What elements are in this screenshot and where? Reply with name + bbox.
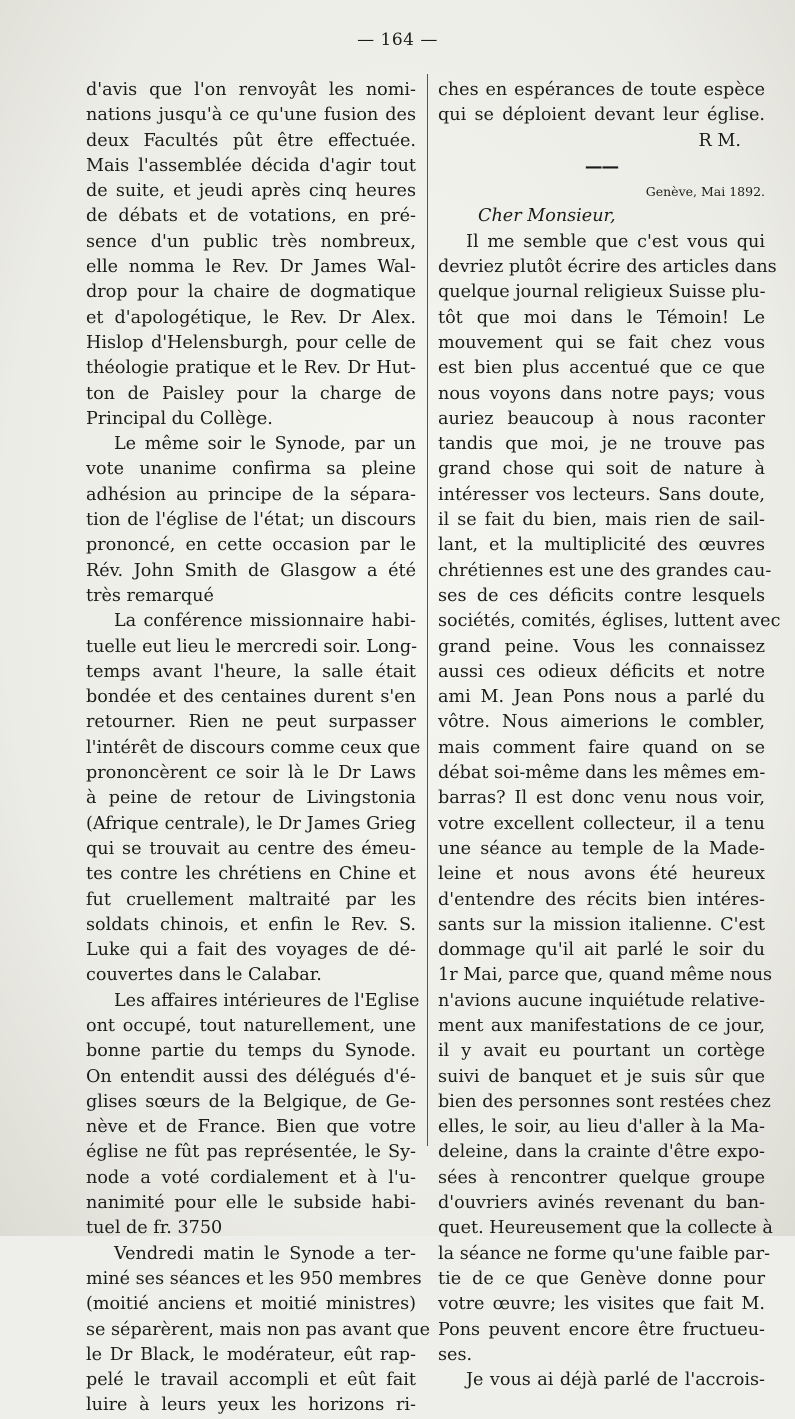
- text-line: elle nomma le Rev. Dr James Wal-: [86, 257, 416, 278]
- text-line: pelé le travail accompli et eût fait: [86, 1370, 416, 1391]
- text-line: nous voyons dans notre pays; vous: [438, 383, 765, 404]
- text-line: drop pour la chaire de dogmatique: [86, 282, 416, 303]
- text-line: fut cruellement maltraité par les: [86, 889, 416, 910]
- text-line: mouvement qui se fait chez vous: [438, 332, 765, 353]
- text-line: mais comment faire quand on se: [438, 737, 765, 758]
- text-line: quet. Heureusement que la collecte à: [438, 1218, 773, 1239]
- text-line: il se fait du bien, mais rien de sail-: [438, 510, 765, 531]
- text-line: Il me semble que c'est vous qui: [466, 231, 765, 252]
- text-line: couvertes dans le Calabar.: [86, 965, 322, 986]
- text-line: (moitié anciens et moitié ministres): [86, 1294, 416, 1315]
- text-line: miné ses séances et les 950 membres: [86, 1268, 422, 1289]
- text-line: d'avis que l'on renvoyât les nomi-: [86, 80, 416, 100]
- text-line: glises sœurs de la Belgique, de Ge-: [86, 1091, 416, 1112]
- text-line: vôtre. Nous aimerions le combler,: [438, 712, 765, 733]
- text-line: tuelle eut lieu le mercredi soir. Long-: [86, 636, 418, 657]
- text-line: Je vous ai déjà parlé de l'accrois-: [466, 1370, 765, 1391]
- text-line: débat soi-même dans les mêmes em-: [438, 763, 766, 784]
- text-line: prononcé, en cette occasion par le: [86, 535, 416, 556]
- text-line: et d'apologétique, le Rev. Dr Alex.: [86, 307, 416, 328]
- text-line: une séance au temple de la Made-: [438, 838, 765, 859]
- text-line: barras? Il est donc venu nous voir,: [438, 788, 765, 809]
- text-line: Le même soir le Synode, par un: [114, 434, 416, 455]
- right-column: [438, 78, 781, 1393]
- text-line: théologie pratique et le Rev. Dr Hut-: [86, 358, 416, 379]
- text-line: Rév. John Smith de Glasgow a été: [86, 560, 416, 581]
- text-line: Luke qui a fait des voyages de dé-: [86, 940, 416, 961]
- text-line: On entendit aussi des délégués d'é-: [86, 1066, 416, 1087]
- text-line: à peine de retour de Livingstonia: [86, 788, 416, 809]
- text-line: leine et nous avons été heureux: [438, 864, 765, 885]
- text-line: très remarqué: [86, 585, 214, 606]
- text-line: sées à rencontrer quelque groupe: [438, 1167, 765, 1188]
- text-line: Hislop d'Helensburgh, pour celle de: [86, 332, 416, 353]
- text-line: tes contre les chrétiens en Chine et: [86, 864, 416, 885]
- text-line: ——: [584, 155, 619, 177]
- text-line: adhésion au principe de la sépara-: [86, 484, 416, 505]
- text-line: votre œuvre; les visites que fait M.: [438, 1294, 765, 1315]
- text-line: chrétiennes est une des grandes cau-: [438, 560, 772, 581]
- text-line: d'ouvriers avinés revenant du ban-: [438, 1193, 765, 1214]
- text-line: luire à leurs yeux les horizons ri-: [86, 1395, 416, 1416]
- text-line: nanimité pour elle le subside habi-: [86, 1193, 416, 1214]
- text-line: temps avant l'heure, la salle était: [86, 661, 416, 682]
- text-line: ment aux manifestations de ce jour,: [438, 1015, 765, 1036]
- text-line: tôt que moi dans le Témoin! Le: [438, 307, 765, 328]
- text-line: Principal du Collège.: [86, 408, 273, 429]
- text-line: bien des personnes sont restées chez: [438, 1091, 771, 1112]
- text-line: l'intérêt de discours comme ceux que: [86, 737, 421, 758]
- text-line: qui se déploient devant leur église.: [438, 105, 765, 126]
- text-line: lant, et la multiplicité des œuvres: [438, 535, 765, 556]
- text-line: Genève, Mai 1892.: [645, 184, 765, 200]
- text-line: la séance ne forme qu'une faible par-: [438, 1243, 771, 1264]
- text-line: suivi de banquet et je suis sûr que: [438, 1066, 765, 1087]
- text-line: bonne partie du temps du Synode.: [86, 1041, 416, 1062]
- text-line: intéresser vos lecteurs. Sans doute,: [438, 484, 765, 505]
- text-line: de débats et de votations, en pré-: [86, 206, 416, 227]
- text-line: ont occupé, tout naturellement, une: [86, 1015, 416, 1036]
- text-line: tie de ce que Genève donne pour: [438, 1268, 765, 1289]
- text-line: Les affaires intérieures de l'Eglise: [114, 990, 420, 1011]
- text-line: Vendredi matin le Synode a ter-: [114, 1243, 416, 1264]
- left-column: [86, 78, 431, 1419]
- text-line: Pons peuvent encore être fructueu-: [438, 1319, 765, 1340]
- text-line: deleine, dans la crainte d'être expo-: [438, 1142, 765, 1163]
- text-line: R M.: [698, 130, 741, 151]
- text-line: auriez beaucoup à nous raconter: [438, 408, 765, 429]
- text-line: deux Facultés pût être effectuée.: [86, 130, 416, 151]
- text-line: devriez plutôt écrire des articles dans: [438, 257, 777, 278]
- text-line: nève et de France. Bien que votre: [86, 1117, 416, 1138]
- text-line: tion de l'église de l'état; un discours: [86, 510, 416, 531]
- text-line: 1r Mai, parce que, quand même nous: [438, 965, 773, 986]
- text-line: qui se trouvait au centre des émeu-: [86, 838, 416, 859]
- text-line: aussi ces odieux déficits et notre: [438, 661, 765, 682]
- text-line: de suite, et jeudi après cinq heures: [86, 181, 416, 202]
- text-line: quelque journal religieux Suisse plu-: [438, 282, 766, 303]
- text-line: ami M. Jean Pons nous a parlé du: [438, 687, 765, 708]
- text-line: sence d'un public très nombreux,: [86, 231, 416, 252]
- text-line: est bien plus accentué que ce que: [438, 358, 765, 379]
- text-line: La conférence missionnaire habi-: [114, 611, 416, 632]
- text-line: prononcèrent ce soir là le Dr Laws: [86, 763, 416, 784]
- text-line: sociétés, comités, églises, luttent avec: [438, 611, 781, 632]
- text-line: vote unanime confirma sa pleine: [86, 459, 416, 480]
- text-line: il y avait eu pourtant un cortège: [438, 1041, 765, 1062]
- text-line: bondée et des centaines durent s'en: [86, 687, 416, 708]
- text-line: tandis que moi, je ne trouve pas: [438, 434, 765, 455]
- text-line: le Dr Black, le modérateur, eût rap-: [86, 1344, 416, 1365]
- text-line: sants sur la mission italienne. C'est: [438, 914, 765, 935]
- text-line: (Afrique centrale), le Dr James Grieg: [86, 813, 416, 834]
- text-line: d'entendre des récits bien intéres-: [438, 889, 765, 910]
- text-line: ses de ces déficits contre lesquels: [438, 585, 765, 606]
- text-line: Mais l'assemblée décida d'agir tout: [86, 155, 416, 176]
- page-number: — 164 —: [357, 30, 438, 50]
- text-line: retourner. Rien ne peut surpasser: [86, 712, 416, 733]
- text-line: node a voté cordialement et à l'u-: [86, 1167, 416, 1188]
- text-line: tuel de fr. 3750: [86, 1218, 223, 1239]
- text-line: elles, le soir, au lieu d'aller à la Ma-: [438, 1117, 765, 1138]
- column-divider: [427, 74, 428, 1146]
- text-line: grand peine. Vous les connaissez: [438, 636, 765, 657]
- text-line: église ne fût pas représentée, le Sy-: [86, 1142, 416, 1163]
- text-line: soldats chinois, et enfin le Rev. S.: [86, 914, 416, 935]
- text-line: ton de Paisley pour la charge de: [86, 383, 416, 404]
- text-line: grand chose qui soit de nature à: [438, 459, 765, 480]
- text-line: ses.: [438, 1344, 473, 1365]
- text-line: votre excellent collecteur, il a tenu: [438, 813, 765, 834]
- text-line: ches en espérances de toute espèce: [438, 80, 765, 100]
- text-line: nations jusqu'à ce qu'une fusion des: [86, 105, 416, 126]
- text-line: dommage qu'il ait parlé le soir du: [438, 940, 765, 961]
- text-line: n'avions aucune inquiétude relative-: [438, 990, 765, 1011]
- text-line: se séparèrent, mais non pas avant que: [86, 1319, 431, 1340]
- text-line: Cher Monsieur,: [478, 206, 616, 227]
